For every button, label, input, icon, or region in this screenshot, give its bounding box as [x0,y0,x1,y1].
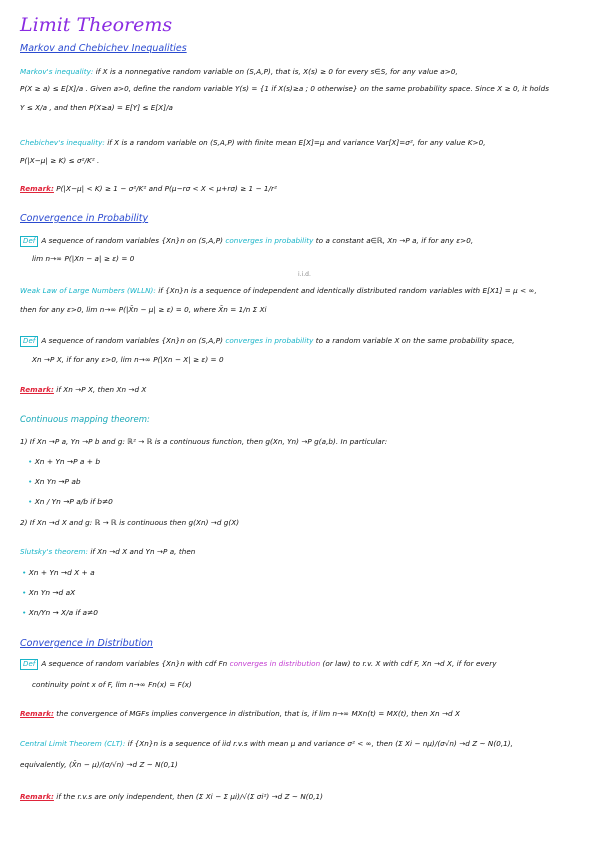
clt-label: Central Limit Theorem (CLT): [20,739,126,748]
def-dist-line-1 [20,659,497,670]
clt-line-2: equivalently, (X̄n − μ)/(σ/√n) →d Z ~ N(0,1) [20,760,178,769]
cmt-bullet-2: • Xn Yn →P ab [28,477,81,486]
slutsky-text: if Xn →d X and Yn →P a, then [88,547,196,556]
remark-text: P(|X−μ| < K) ≥ 1 − σ²/K² and P(μ−rσ < X < μ+rσ) ≥ 1 − 1/r² [53,184,277,193]
cmt-bullet-1: • Xn + Yn →P a + b [28,457,101,466]
section-markov-heading: Markov and Chebichev Inequalities [20,43,187,54]
markov-line-3: Y ≤ X/a , and then P(X≥a) = E[Y] ≤ E[X]/a [20,103,173,112]
slutsky-bullet-3: • Xn/Yn → X/a if a≠0 [22,608,98,617]
section-probability-heading: Convergence in Probability [20,213,149,224]
def-term: converges in probability [225,336,314,345]
def-text: A sequence of random variables {Xn}n on (S,A,P) [41,336,226,345]
cmt-bullet-3: • Xn / Yn →P a/b if b≠0 [28,497,113,506]
cmt-line-1: 1) If Xn →P a, Yn →P b and g: ℝ² → ℝ is a continuous function, then g(Xn, Yn) →P g(a,b). In particular: [20,437,388,446]
markov-text: if X is a nonnegative random variable on (S,A,P), that is, X(s) ≥ 0 for every s∈S, for any value a>0, [93,67,458,76]
wlln-line-1 [20,286,537,295]
def-term: converges in probability [225,236,314,245]
markov-label: Markov's inequality: [20,67,94,76]
remark-label: Remark: [20,385,54,394]
slutsky-label: Slutsky's theorem: [20,547,88,556]
chebichev-label: Chebichev's inequality: [20,138,105,147]
def-text: to a random variable X on the same probability space, [313,336,515,345]
slutsky-bullet-1: • Xn + Yn →d X + a [22,568,95,577]
remark-text: if Xn →P X, then Xn →d X [53,385,147,394]
slutsky-bullet-2: • Xn Yn →d aX [22,588,76,597]
clt-line-1 [20,739,513,748]
def-badge: Def [20,659,38,670]
def-prob-line-1 [20,236,473,247]
iid-note: i.i.d. [298,271,311,278]
def-text: (or law) to r.v. X with cdf F, Xn →d X, if for every [320,659,497,668]
slutsky-line-1 [20,547,195,556]
page-title: Limit Theorems [20,14,173,36]
remark-1 [20,184,277,193]
wlln-text: if {Xn}n is a sequence of independent and identically distributed random variables with E[X1] = μ < ∞, [155,286,537,295]
def-text: A sequence of random variables {Xn}n on (S,A,P) [41,236,226,245]
def-term: converges in distribution [229,659,321,668]
def-badge: Def [20,336,38,347]
markov-line-2: P(X ≥ a) ≤ E[X]/a . Given a>0, define the random variable Y(s) = {1 if X(s)≥a ; 0 otherwise} on the same probability space. Since X ≥ 0, it holds [20,84,549,93]
cmt-heading: Continuous mapping theorem: [20,415,150,425]
def-text: to a constant a∈ℝ, Xn →P a, if for any ε>0, [313,236,474,245]
remark-text: the convergence of MGFs implies convergence in distribution, that is, if lim n→∞ MXn(t) = MX(t), then Xn →d X [53,709,460,718]
chebichev-line-1 [20,138,486,147]
remark-3 [20,709,460,718]
def-prob-line-2: lim n→∞ P(|Xn − a| ≥ ε) = 0 [32,254,135,263]
clt-text: if {Xn}n is a sequence of iid r.v.s with mean μ and variance σ² < ∞, then (Σ Xi − nμ)/(σ√n) →d Z ~ N(0,1), [125,739,513,748]
markov-line-1 [20,67,458,76]
def-dist-line-2: continuity point x of F, lim n→∞ Fn(x) = F(x) [32,680,192,689]
cmt-line-2: 2) If Xn →d X and g: ℝ → ℝ is continuous then g(Xn) →d g(X) [20,518,240,527]
def-prob2-line-2: Xn →P X, if for any ε>0, lim n→∞ P(|Xn − X| ≥ ε) = 0 [32,355,224,364]
chebichev-text: if X is a random variable on (S,A,P) with finite mean E[X]=μ and variance Var[X]=σ², for any value K>0, [104,138,486,147]
remark-4 [20,792,323,801]
def-badge: Def [20,236,38,247]
def-text: A sequence of random variables {Xn}n with cdf Fn [41,659,230,668]
remark-2 [20,385,146,394]
section-distribution-heading: Convergence in Distribution [20,638,153,649]
wlln-line-2: then for any ε>0, lim n→∞ P(|X̄n − μ| ≥ ε) = 0, where X̄n = 1/n Σ Xi [20,305,267,314]
remark-label: Remark: [20,184,54,193]
remark-label: Remark: [20,709,54,718]
remark-text: if the r.v.s are only independent, then (Σ Xi − Σ μi)/√(Σ σi²) →d Z ~ N(0,1) [53,792,324,801]
chebichev-line-2: P(|X−μ| ≥ K) ≤ σ²/K² . [20,156,100,165]
wlln-label: Weak Law of Large Numbers (WLLN): [20,286,156,295]
remark-label: Remark: [20,792,54,801]
def-prob2-line-1 [20,336,515,347]
